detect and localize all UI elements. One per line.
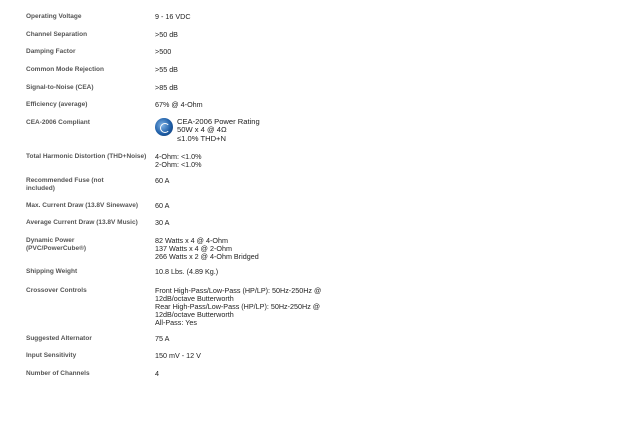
spec-value: 60 A [155, 176, 170, 185]
spec-label: Max. Current Draw (13.8V Sinewave) [26, 202, 138, 209]
spec-value: 4 [155, 369, 159, 378]
spec-label: Channel Separation [26, 31, 88, 38]
spec-value: 4-Ohm: <1.0% 2-Ohm: <1.0% [155, 152, 202, 169]
spec-label: Average Current Draw (13.8V Music) [26, 219, 138, 226]
spec-label: Damping Factor [26, 48, 76, 55]
spec-value: 82 Watts x 4 @ 4-Ohm 137 Watts x 4 @ 2-Ohm 266 Watts x 2 @ 4-Ohm Bridged [155, 236, 259, 261]
spec-value: Front High-Pass/Low-Pass (HP/LP): 50Hz-250Hz @ 12dB/octave Butterworth Rear High-Pass/Low-Pass (HP/LP): 50Hz-250Hz @ 12dB/octave Butterworth All-Pass: Yes [155, 286, 322, 327]
spec-label: Suggested Alternator [26, 335, 92, 342]
spec-label: Shipping Weight [26, 268, 78, 275]
spec-value: >85 dB [155, 83, 178, 92]
spec-value: 10.8 Lbs. (4.89 Kg.) [155, 267, 219, 276]
spec-label: Signal-to-Noise (CEA) [26, 84, 94, 91]
spec-value: 150 mV - 12 V [155, 351, 201, 360]
spec-value: 9 - 16 VDC [155, 12, 191, 21]
spec-label: Crossover Controls [26, 287, 87, 294]
spec-label: Total Harmonic Distortion (THD+Noise) [26, 153, 147, 160]
spec-label: Number of Channels [26, 370, 90, 377]
cea-logo-icon [155, 118, 173, 136]
spec-value: >50 dB [155, 30, 178, 39]
spec-value: 30 A [155, 218, 170, 227]
cea-rating-text: CEA-2006 Power Rating 50W x 4 @ 4Ω ≤1.0% THD+N [177, 117, 260, 143]
spec-label: Operating Voltage [26, 13, 82, 20]
spec-value: 75 A [155, 334, 170, 343]
spec-label: Efficiency (average) [26, 101, 88, 108]
cea-rating-badge [155, 118, 260, 143]
spec-value: >55 dB [155, 65, 178, 74]
spec-value: 67% @ 4-Ohm [155, 100, 203, 109]
spec-value: >500 [155, 47, 172, 56]
spec-label: CEA-2006 Compliant [26, 119, 90, 126]
spec-label: Input Sensitivity [26, 352, 77, 359]
spec-label: Common Mode Rejection [26, 66, 105, 73]
spec-label: Recommended Fuse (not included) [26, 177, 104, 192]
spec-value: 60 A [155, 201, 170, 210]
spec-label: Dynamic Power (PVC/PowerCube®) [26, 237, 87, 252]
